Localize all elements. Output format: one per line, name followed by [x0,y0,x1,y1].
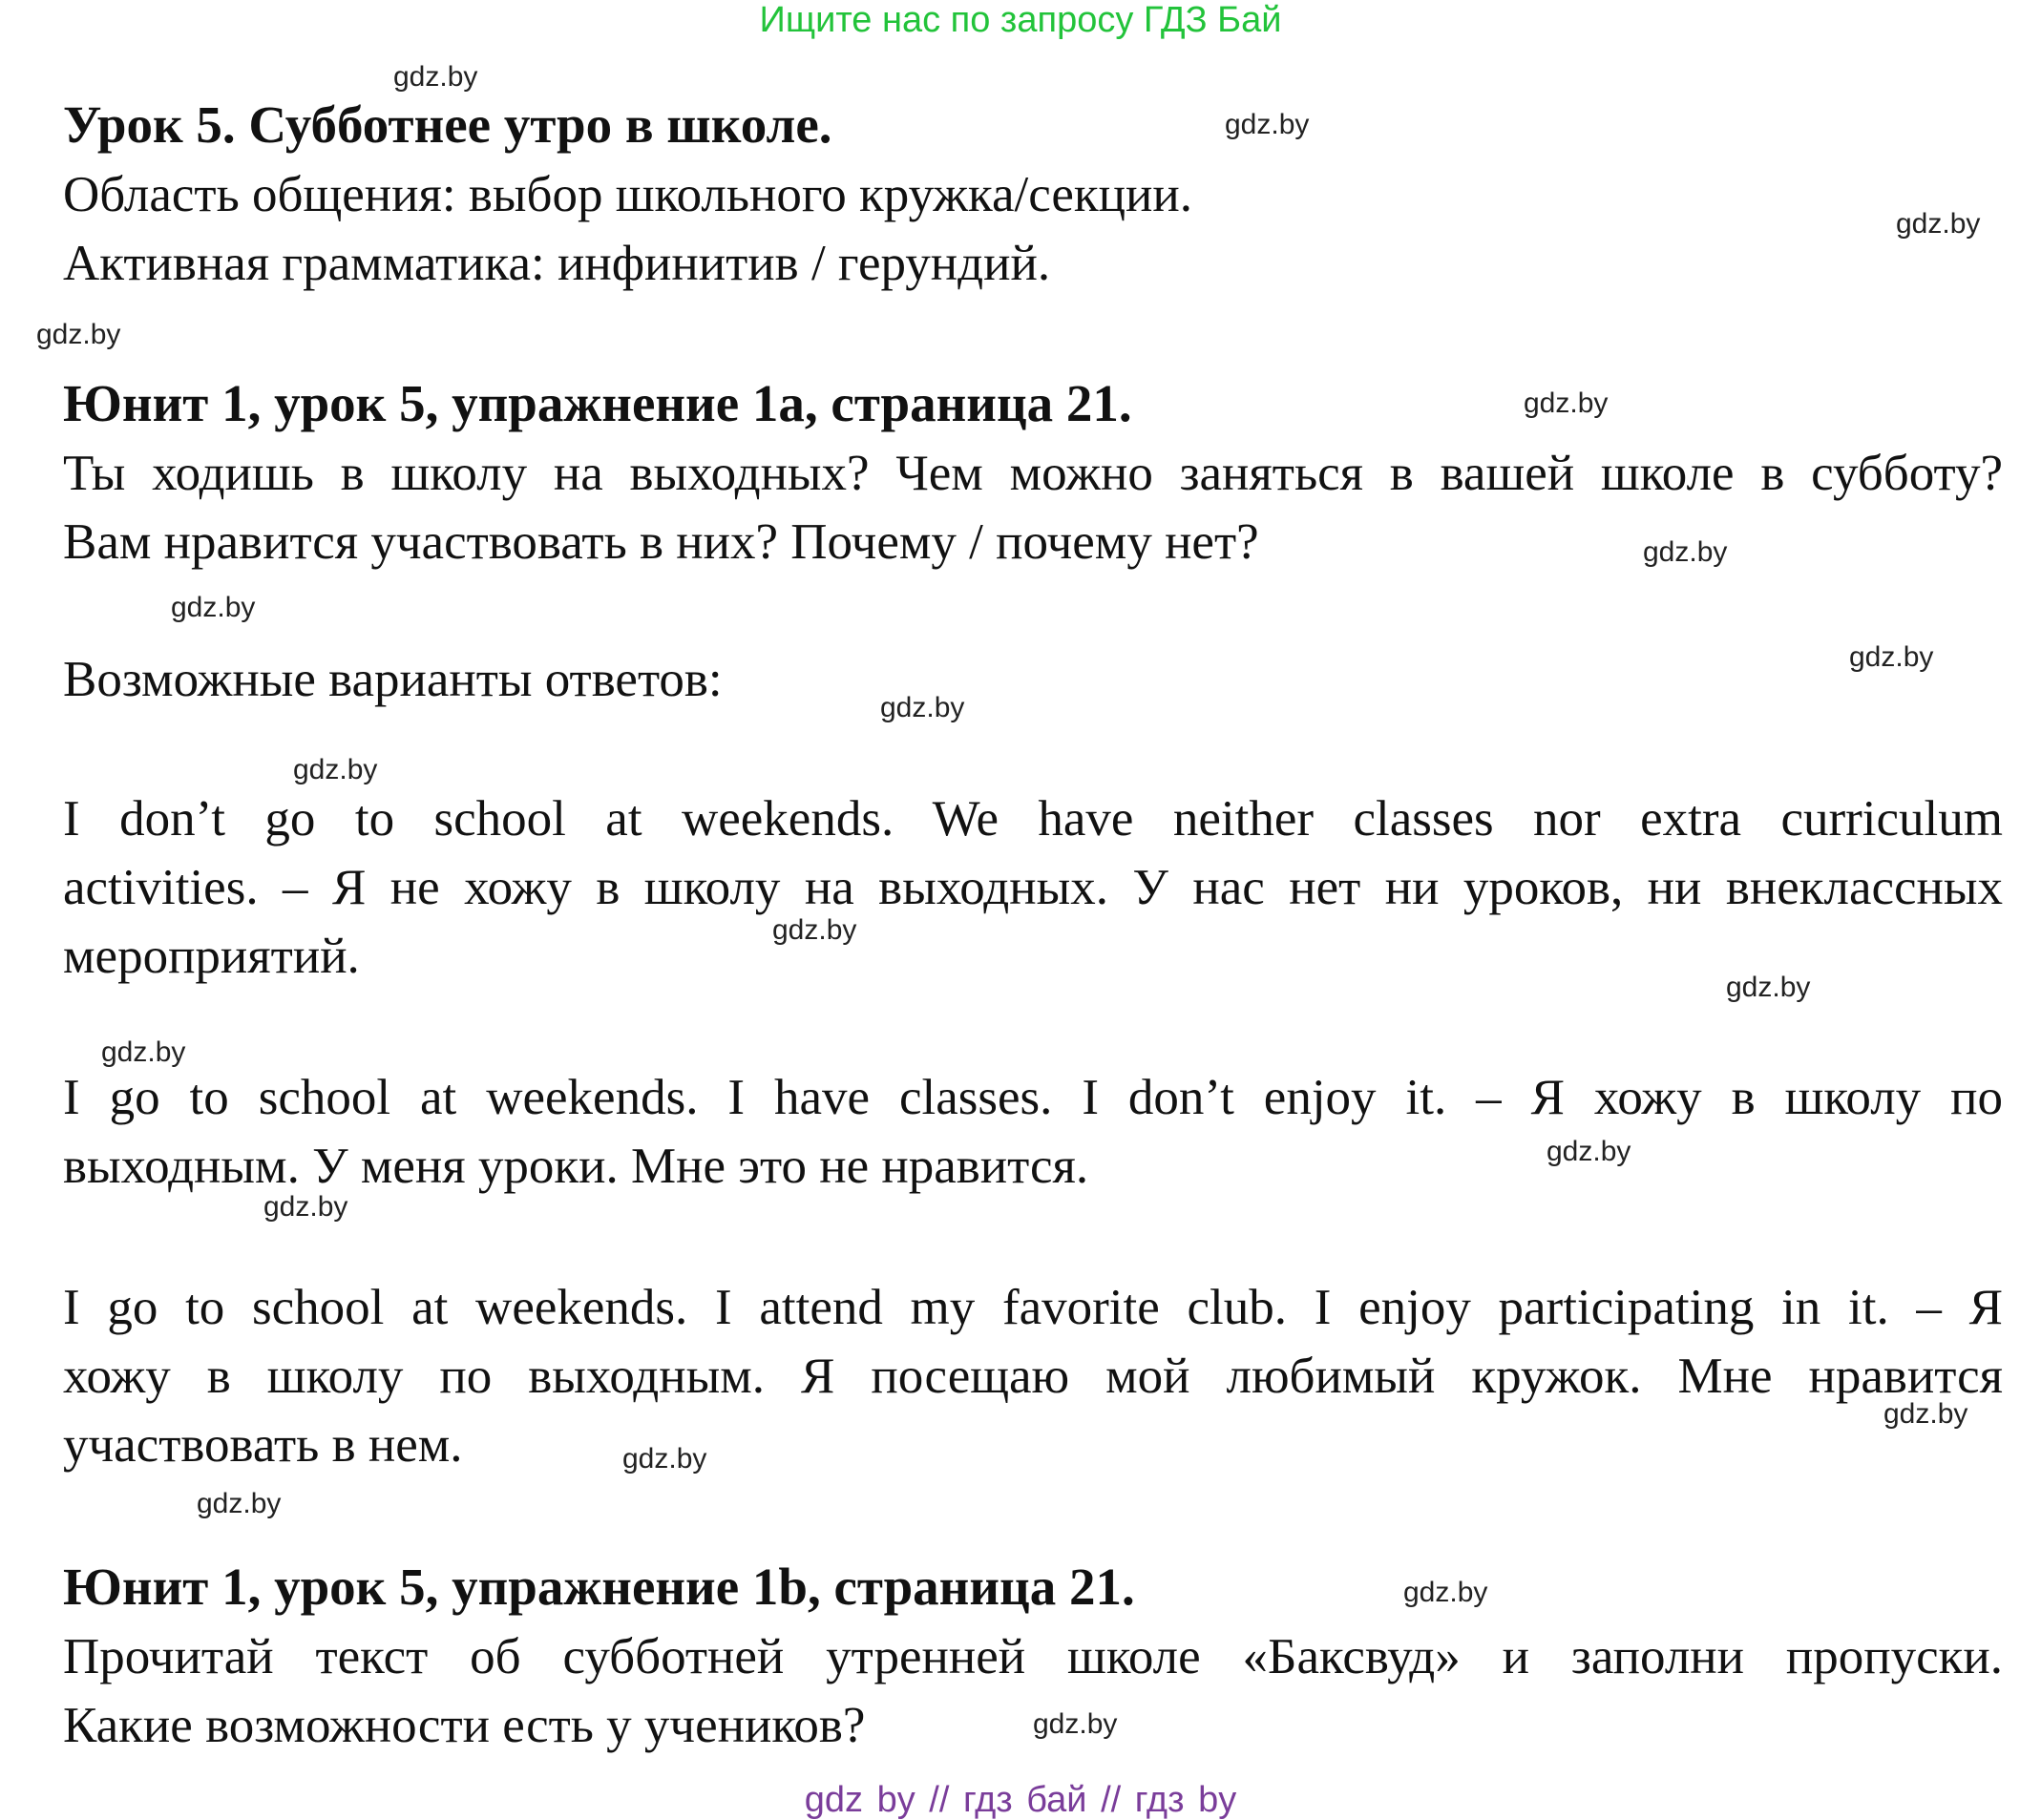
watermark: gdz.by [1524,387,1609,419]
exercise-1b-task-line: Какие возможности есть у учеников? [63,1698,866,1753]
watermark: gdz.by [622,1443,707,1475]
lesson-area: Область общения: выбор школьного кружка/секции. [63,167,1193,222]
watermark: gdz.by [1883,1398,1968,1430]
exercise-1a-heading: Юнит 1, урок 5, упражнение 1a, страница 21. [63,374,1132,432]
watermark: gdz.by [1849,641,1934,673]
watermark: gdz.by [101,1036,186,1068]
answers-label: Возможные варианты ответов: [63,652,723,707]
watermark: gdz.by [880,692,965,723]
answer-2-line: I go to school at weekends. I have classes. I don’t enjoy it. – Я хожу в школу по [63,1070,2003,1125]
answer-1-line: I don’t go to school at weekends. We have neither classes nor extra curriculum [63,791,2003,847]
answer-1-line: мероприятий. [63,929,360,984]
watermark: gdz.by [1225,109,1310,140]
bottom-banner[interactable]: gdz by // гдз бай // гдз by [804,1780,1237,1820]
lesson-title: Урок 5. Субботнее утро в школе. [63,95,832,154]
lesson-grammar: Активная грамматика: инфинитив / герундий. [63,236,1051,291]
watermark: gdz.by [36,319,121,350]
top-banner[interactable]: Ищите нас по запросу ГДЗ Бай [759,0,1282,40]
watermark: gdz.by [393,61,478,93]
watermark: gdz.by [263,1191,348,1223]
exercise-1b-heading: Юнит 1, урок 5, упражнение 1b, страница 21. [63,1558,1135,1616]
watermark: gdz.by [1896,208,1981,240]
answer-3-line: участвовать в нем. [63,1417,463,1473]
watermark: gdz.by [772,914,857,946]
exercise-1a-question-line: Вам нравится участвовать в них? Почему / почему нет? [63,514,1259,570]
watermark: gdz.by [1403,1577,1488,1608]
watermark: gdz.by [197,1488,282,1519]
answer-2-line: выходным. У меня уроки. Мне это не нравится. [63,1139,1089,1194]
watermark: gdz.by [1033,1708,1118,1740]
exercise-1a-question-line: Ты ходишь в школу на выходных? Чем можно заняться в вашей школе в субботу? [63,446,2003,501]
answer-1-line: activities. – Я не хожу в школу на выходных. У нас нет ни уроков, ни внеклассных [63,860,2003,915]
answer-3-line: хожу в школу по выходным. Я посещаю мой любимый кружок. Мне нравится [63,1349,2003,1404]
watermark: gdz.by [1547,1136,1631,1167]
answer-3-line: I go to school at weekends. I attend my favorite club. I enjoy participating in it. – Я [63,1280,2003,1335]
watermark: gdz.by [1726,972,1811,1003]
watermark: gdz.by [1643,536,1728,568]
exercise-1b-task-line: Прочитай текст об субботней утренней школе «Баксвуд» и заполни пропуски. [63,1629,2003,1684]
watermark: gdz.by [171,592,256,623]
watermark: gdz.by [293,754,378,785]
